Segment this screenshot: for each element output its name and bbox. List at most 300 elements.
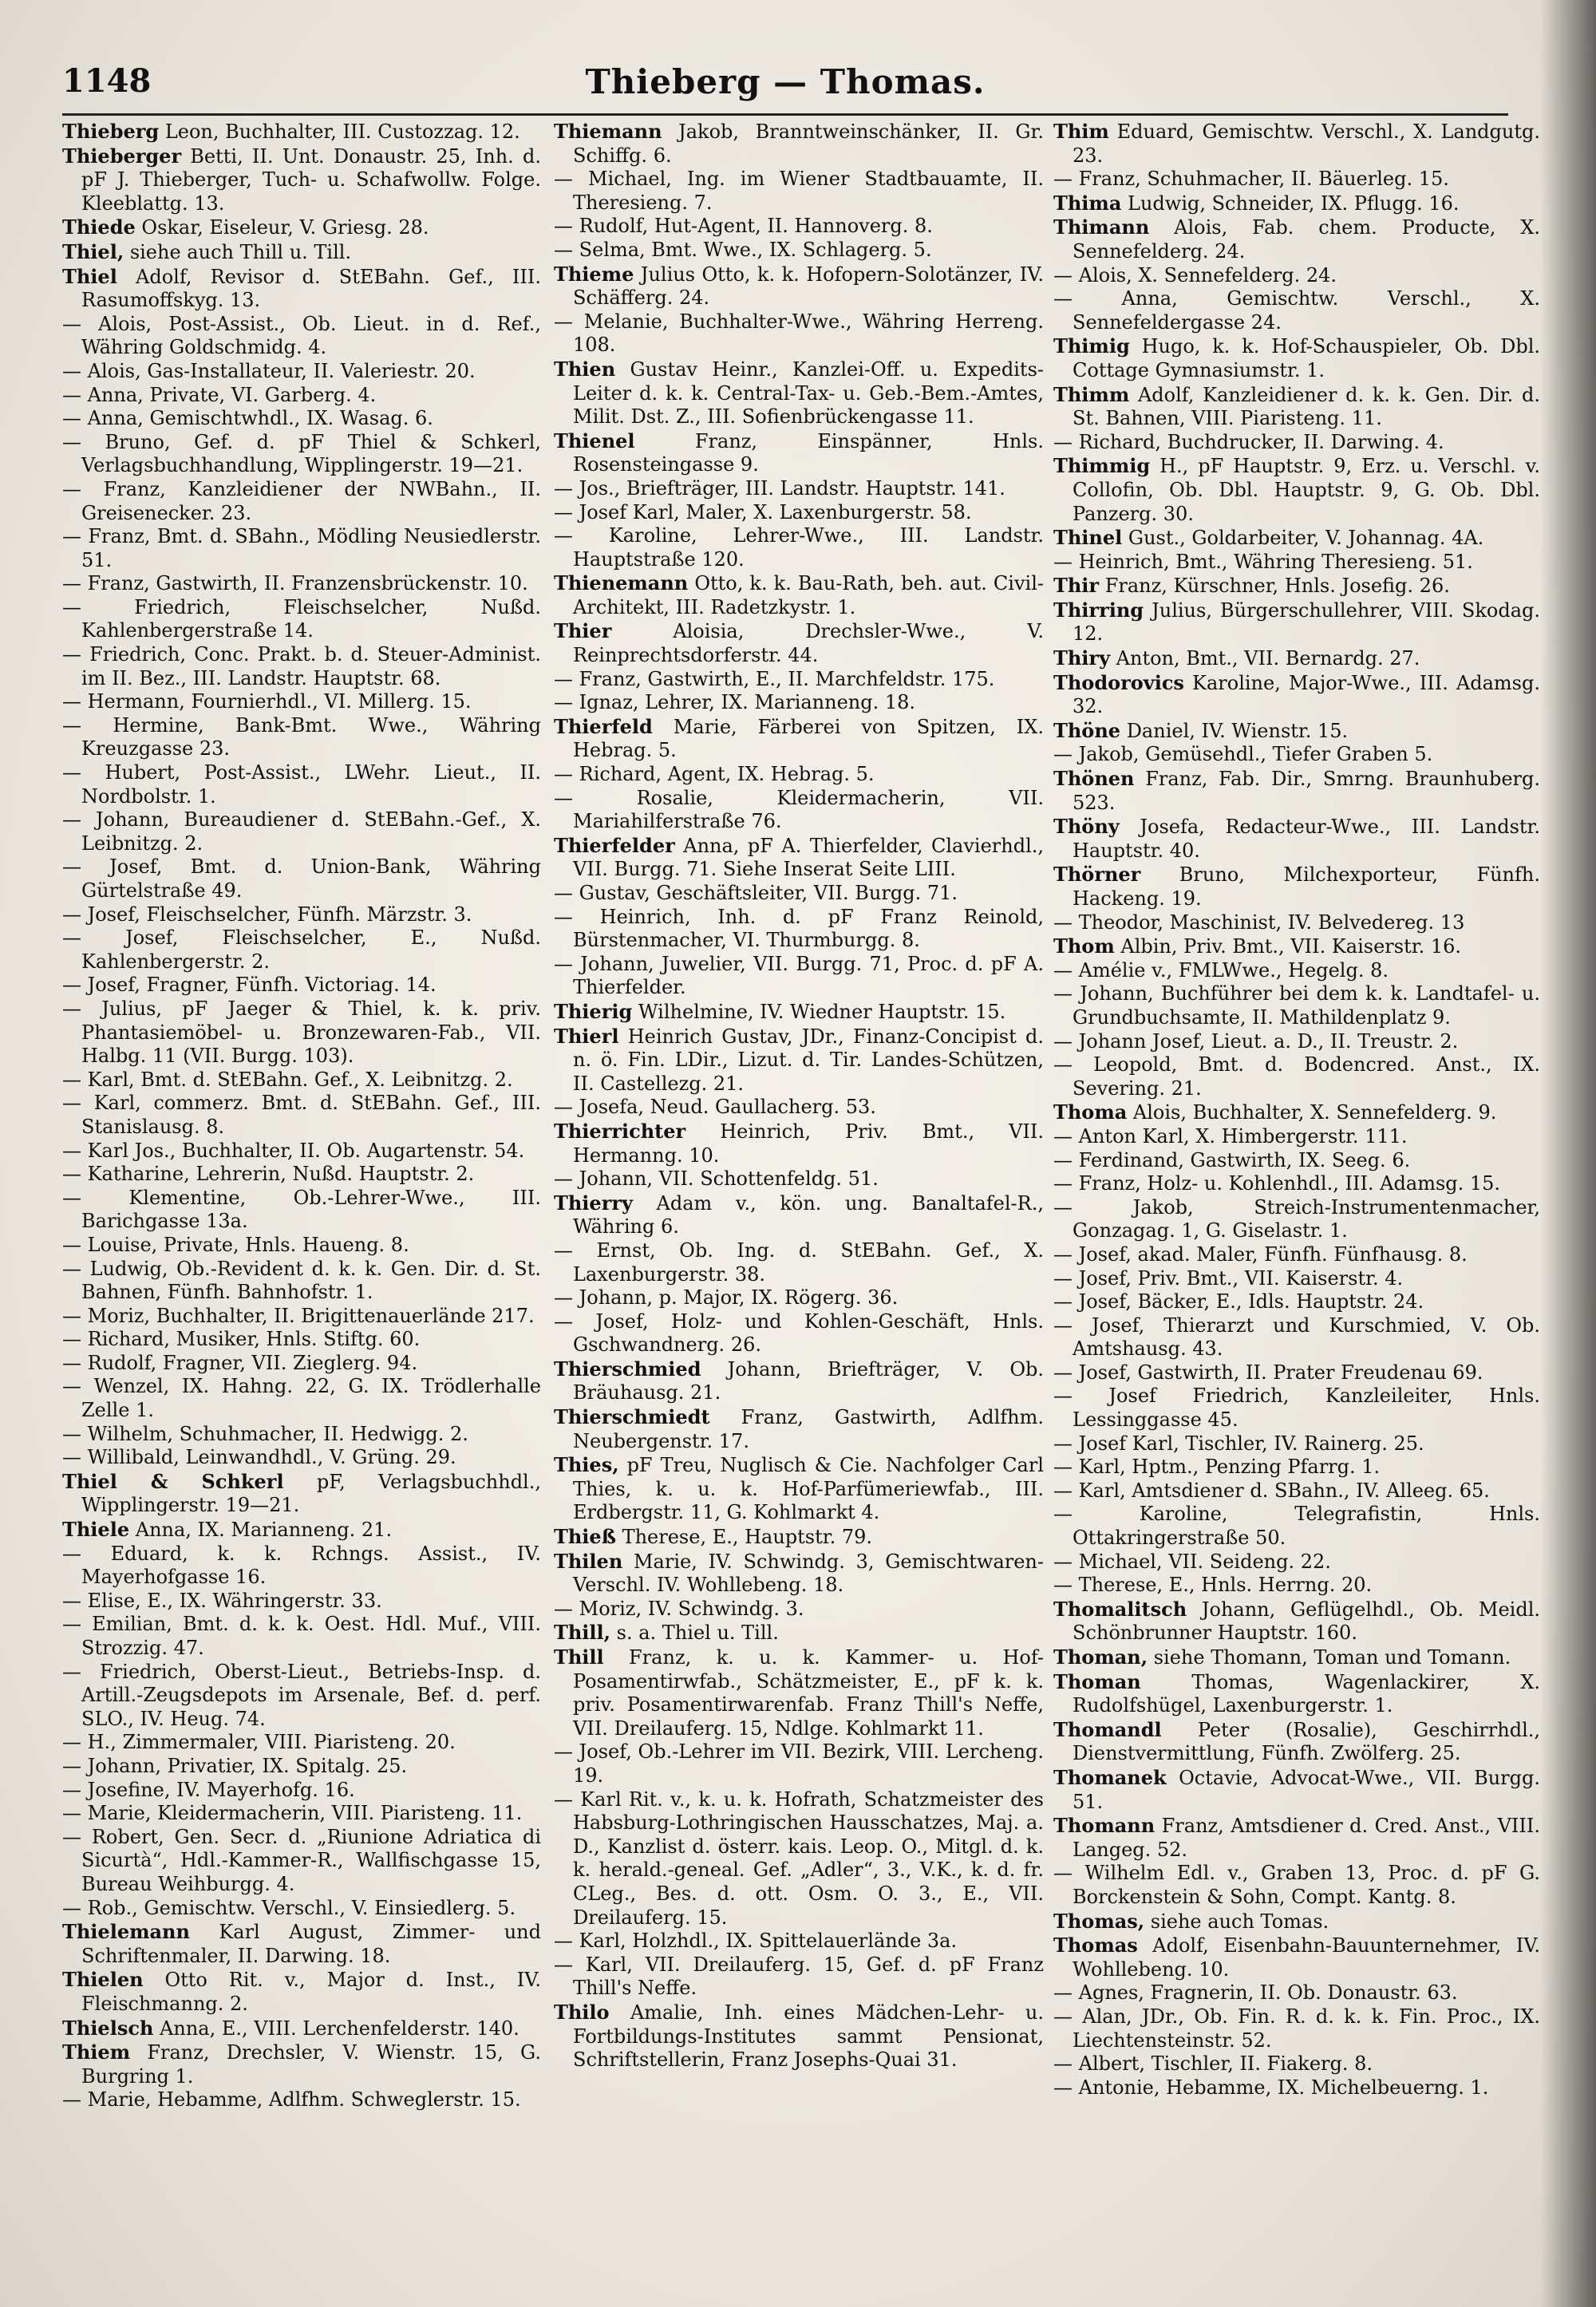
entry-details: — H., Zimmermaler, VIII. Piaristeng. 20. bbox=[62, 1731, 456, 1754]
entry-details: — Josef Karl, Maler, X. Laxenburgerstr. 58. bbox=[554, 500, 972, 523]
entry-details: Adolf, Revisor d. StEBahn. Gef., III. Rasumoffskyg. 13. bbox=[81, 265, 541, 312]
entry-details: siehe auch Thill u. Till. bbox=[129, 240, 352, 263]
entry-surname: Thiel & Schkerl bbox=[62, 1469, 284, 1493]
directory-entry bbox=[1053, 1267, 1540, 1291]
entry-details: — Michael, Ing. im Wiener Stadtbauamte, II. Theresieng. 7. bbox=[554, 168, 1044, 214]
directory-entry bbox=[62, 265, 541, 313]
entry-details: Franz, Drechsler, V. Wienstr. 15, G. Burgring 1. bbox=[81, 2041, 541, 2088]
entry-surname: Thielsch bbox=[62, 2016, 154, 2040]
directory-entry bbox=[1053, 551, 1540, 575]
entry-surname: Thill bbox=[554, 1645, 604, 1669]
entry-details: — Karl, VII. Dreilauferg. 15, Gef. d. pF Franz Thill's Neffe. bbox=[554, 1953, 1044, 2000]
entry-details: pF, Verlagsbuchhdl., Wipplingerstr. 19—21. bbox=[81, 1470, 541, 1517]
entry-details: — Wenzel, IX. Hahng. 22, G. IX. Trödlerhalle Zelle 1. bbox=[62, 1375, 541, 1422]
directory-entry bbox=[554, 668, 1044, 692]
entry-surname: Thiede bbox=[62, 215, 136, 239]
entry-details: — Klementine, Ob.-Lehrer-Wwe., III. Barichgasse 13a. bbox=[62, 1186, 541, 1233]
directory-entry bbox=[554, 429, 1044, 477]
entry-details: — Hermann, Fournierhdl., VI. Millerg. 15. bbox=[62, 690, 472, 713]
directory-entry bbox=[1053, 215, 1540, 263]
entry-details: — Emilian, Bmt. d. k. k. Oest. Hdl. Muf., VIII. Strozzig. 47. bbox=[62, 1613, 541, 1659]
entry-details: — Alois, X. Sennefelderg. 24. bbox=[1053, 263, 1337, 286]
entry-details: — Josef Friedrich, Kanzleileiter, Hnls. Lessinggasse 45. bbox=[1053, 1385, 1540, 1432]
entry-details: Josefa, Redacteur-Wwe., III. Landstr. Hauptstr. 40. bbox=[1073, 816, 1540, 862]
entry-surname: Thodorovics bbox=[1053, 670, 1184, 694]
entry-surname: Thieberg bbox=[62, 120, 160, 143]
entry-details: — Ernst, Ob. Ing. d. StEBahn. Gef., X. Laxenburgerstr. 38. bbox=[554, 1238, 1044, 1286]
directory-entry bbox=[1053, 671, 1540, 719]
entry-details: Julius, Bürgerschullehrer, VIII. Skodag. 12. bbox=[1073, 598, 1540, 646]
entry-details: Eduard, Gemischtw. Verschl., X. Landgutg. 23. bbox=[1073, 120, 1540, 167]
directory-entry bbox=[554, 1310, 1044, 1357]
entry-details: Franz, Fab. Dir., Smrng. Braunhuberg. 523. bbox=[1073, 768, 1540, 814]
directory-entry bbox=[554, 715, 1044, 763]
entry-details: Franz, k. u. k. Kammer- u. Hof-Posamentirwfab., Schätzmeister, E., pF k. k. priv. Posamentirwarenfab. Franz Thill's Neffe, VII. Dreilauferg. 15, Ndlge. Kohlmarkt 11. bbox=[573, 1646, 1044, 1740]
directory-entry bbox=[554, 882, 1044, 906]
entry-details: — Josef, Thierarzt und Kurschmied, V. Ob. Amtshausg. 43. bbox=[1053, 1313, 1540, 1361]
entry-details: — Ludwig, Ob.-Revident d. k. k. Gen. Dir. d. St. Bahnen, Fünfh. Bahnhofstr. 1. bbox=[62, 1257, 541, 1304]
entry-details: Anna, IX. Marianneng. 21. bbox=[135, 1519, 393, 1542]
entry-surname: Thierry bbox=[554, 1191, 633, 1215]
entry-details: Jakob, Branntweinschänker, II. Gr. Schiffg. 6. bbox=[573, 120, 1044, 167]
entry-surname: Thiel bbox=[62, 264, 117, 288]
entry-surname: Thierl bbox=[554, 1024, 619, 1048]
entry-details: Anna, E., VIII. Lerchenfelderstr. 140. bbox=[160, 2017, 519, 2040]
directory-entry bbox=[62, 1187, 541, 1234]
entry-details: — Anna, Private, VI. Garberg. 4. bbox=[62, 383, 377, 406]
entry-details: Ludwig, Schneider, IX. Pflugg. 16. bbox=[1128, 192, 1460, 215]
entry-details: Bruno, Milchexporteur, Fünfh. Hackeng. 19. bbox=[1073, 863, 1540, 910]
entry-details: Otto, k. k. Bau-Rath, beh. aut. Civil-Architekt, III. Radetzkystr. 1. bbox=[573, 572, 1044, 618]
entry-details: Franz, Amtsdiener d. Cred. Anst., VIII. Langeg. 52. bbox=[1073, 1815, 1540, 1861]
directory-entry bbox=[554, 1645, 1044, 1740]
entry-surname: Thierfelder bbox=[554, 833, 675, 857]
directory-entry bbox=[554, 1740, 1044, 1788]
entry-details: — Karl, commerz. Bmt. d. StEBahn. Gef., III. Stanislausg. 8. bbox=[62, 1092, 541, 1138]
directory-entry bbox=[62, 1731, 541, 1755]
entry-surname: Thieß bbox=[554, 1525, 616, 1549]
entry-surname: Thierschmied bbox=[554, 1357, 701, 1381]
directory-entry bbox=[1053, 1910, 1540, 1934]
entry-details: — Franz, Schuhmacher, II. Bäuerleg. 15. bbox=[1053, 168, 1449, 191]
entry-details: — Friedrich, Oberst-Lieut., Betriebs-Insp. d. Artill.-Zeugsdepots im Arsenale, Bef. d. perf. SLO., IV. Heug. 74. bbox=[62, 1660, 541, 1730]
entry-details: Albin, Priv. Bmt., VII. Kaiserstr. 16. bbox=[1120, 935, 1461, 958]
directory-entry bbox=[554, 501, 1044, 525]
entry-surname: Thiem bbox=[62, 2040, 131, 2064]
entry-surname: Thierfeld bbox=[554, 714, 653, 738]
directory-entry bbox=[62, 313, 541, 360]
entry-details: Marie, IV. Schwindg. 3, Gemischtwaren-Verschl. IV. Wohllebeng. 18. bbox=[573, 1550, 1044, 1597]
entry-details: Adolf, Kanzleidiener d. k. k. Gen. Dir. d. St. Bahnen, VIII. Piaristeng. 11. bbox=[1073, 383, 1540, 430]
entry-details: — Amélie v., FMLWwe., Hegelg. 8. bbox=[1053, 958, 1389, 982]
directory-entry bbox=[554, 524, 1044, 571]
entry-details: Peter (Rosalie), Geschirrhdl., Dienstvermittlung, Fünfh. Zwölferg. 25. bbox=[1073, 1718, 1540, 1765]
directory-entry bbox=[62, 1897, 541, 1921]
entry-details: — Agnes, Fragnerin, II. Ob. Donaustr. 63. bbox=[1053, 1981, 1458, 2005]
entry-details: Gust., Goldarbeiter, V. Johannag. 4A. bbox=[1128, 527, 1484, 550]
entry-surname: Thill, bbox=[554, 1621, 611, 1645]
header-rule bbox=[62, 113, 1508, 116]
entry-surname: Thierschmiedt bbox=[554, 1405, 710, 1429]
directory-entry bbox=[1053, 454, 1540, 526]
entry-details: — Anna, Gemischtwhdl., IX. Wasag. 6. bbox=[62, 407, 433, 430]
directory-entry bbox=[1053, 598, 1540, 646]
entry-surname: Thom bbox=[1053, 934, 1115, 958]
directory-entry bbox=[62, 1234, 541, 1258]
directory-entry bbox=[62, 761, 541, 808]
entry-details: — Josef Karl, Tischler, IV. Rainerg. 25. bbox=[1053, 1432, 1424, 1455]
entry-details: — Gustav, Geschäftsleiter, VII. Burgg. 71. bbox=[554, 882, 958, 904]
entry-details: — Josef, Bmt. d. Union-Bank, Währing Gürtelstraße 49. bbox=[62, 855, 541, 902]
directory-entry bbox=[1053, 287, 1540, 334]
entry-details: — Josef, Ob.-Lehrer im VII. Bezirk, VIII. Lercheng. 19. bbox=[554, 1740, 1044, 1787]
entry-details: — Elise, E., IX. Währingerstr. 33. bbox=[62, 1589, 382, 1612]
entry-details: — Franz, Gastwirth, II. Franzensbrückenstr. 10. bbox=[62, 572, 528, 595]
entry-details: — Anton Karl, X. Himbergerstr. 111. bbox=[1053, 1124, 1408, 1148]
directory-entry bbox=[1053, 1934, 1540, 1981]
directory-entry bbox=[1053, 767, 1540, 815]
entry-surname: Thies, bbox=[554, 1453, 619, 1477]
entry-surname: Thimm bbox=[1053, 382, 1130, 406]
entry-details: — Josef, Holz- und Kohlen-Geschäft, Hnls. Gschwandnerg. 26. bbox=[554, 1310, 1044, 1357]
column-2 bbox=[554, 120, 1044, 2274]
entry-details: — Jos., Briefträger, III. Landstr. Hauptstr. 141. bbox=[554, 476, 1005, 500]
entry-details: — Karl Jos., Buchhalter, II. Ob. Augartenstr. 54. bbox=[62, 1139, 525, 1162]
directory-entry bbox=[554, 1930, 1044, 1953]
entry-details: Otto Rit. v., Major d. Inst., IV. Fleischmanng. 2. bbox=[81, 1969, 541, 2015]
directory-entry bbox=[62, 1543, 541, 1590]
entry-details: — Heinrich, Bmt., Währing Theresieng. 51. bbox=[1053, 550, 1473, 573]
directory-entry bbox=[62, 690, 541, 714]
entry-details: — Josef, Bäcker, E., Idls. Hauptstr. 24. bbox=[1053, 1290, 1424, 1313]
entry-details: — Josef, Fleischselcher, Fünfh. Märzstr. 3. bbox=[62, 903, 472, 926]
directory-entry bbox=[1053, 1814, 1540, 1862]
entry-details: — Wilhelm Edl. v., Graben 13, Proc. d. pF G. Borckenstein & Sohn, Compt. Kantg. 8. bbox=[1053, 1862, 1540, 1908]
entry-surname: Thiry bbox=[1053, 646, 1111, 670]
directory-entry bbox=[62, 572, 541, 596]
entry-details: siehe Thomann, Toman und Tomann. bbox=[1153, 1646, 1511, 1669]
entry-details: — Marie, Kleidermacherin, VIII. Piaristeng. 11. bbox=[62, 1802, 523, 1825]
entry-details: Leon, Buchhalter, III. Custozzag. 12. bbox=[164, 120, 520, 143]
entry-details: Johann, Geflügelhdl., Ob. Meidl. Schönbrunner Hauptstr. 160. bbox=[1073, 1598, 1540, 1645]
entry-details: Alois, Buchhalter, X. Sennefelderg. 9. bbox=[1132, 1101, 1497, 1124]
entry-details: — Antonie, Hebamme, IX. Michelbeuerng. 1. bbox=[1053, 2076, 1489, 2099]
entry-details: — Heinrich, Inh. d. pF Franz Reinold, Bürstenmacher, VI. Thurmburgg. 8. bbox=[554, 905, 1044, 952]
entry-surname: Thöne bbox=[1053, 718, 1121, 742]
directory-entry bbox=[62, 1423, 541, 1447]
directory-entry bbox=[554, 619, 1044, 667]
directory-entry bbox=[554, 691, 1044, 715]
entry-details: Alois, Fab. chem. Producte, X. Sennefelderg. 24. bbox=[1073, 216, 1540, 263]
directory-entry bbox=[1053, 1670, 1540, 1718]
directory-entry bbox=[62, 808, 541, 855]
directory-entry bbox=[554, 168, 1044, 215]
entry-details: — Franz, Gastwirth, E., II. Marchfeldstr. 175. bbox=[554, 667, 995, 690]
entry-surname: Thomas, bbox=[1053, 1909, 1145, 1933]
entry-details: — Robert, Gen. Secr. d. „Riunione Adriatica di Sicurtà“, Hdl.-Kammer-R., Wallfischgasse 15, Bureau Weihburgg. 4. bbox=[62, 1825, 541, 1895]
entry-details: — Johann, p. Major, IX. Rögerg. 36. bbox=[554, 1286, 899, 1310]
entry-details: Heinrich, Priv. Bmt., VII. Hermanng. 10. bbox=[573, 1120, 1044, 1167]
directory-entry bbox=[1053, 1766, 1540, 1814]
entry-details: — Josefine, IV. Mayerhofg. 16. bbox=[62, 1778, 355, 1801]
directory-entry bbox=[1053, 1149, 1540, 1173]
directory-entry bbox=[62, 2040, 541, 2088]
directory-entry bbox=[554, 787, 1044, 834]
directory-entry bbox=[1053, 959, 1540, 983]
entry-details: Johann, Briefträger, V. Ob. Bräuhausg. 21. bbox=[573, 1357, 1044, 1404]
entry-details: — Friedrich, Conc. Prakt. b. d. Steuer-Administ. im II. Bez., III. Landstr. Hauptstr. 68. bbox=[62, 643, 541, 689]
directory-entry bbox=[62, 1968, 541, 2016]
directory-entry bbox=[1053, 1053, 1540, 1100]
directory-entry bbox=[1053, 1314, 1540, 1361]
directory-entry bbox=[1053, 1432, 1540, 1456]
entry-details: — Melanie, Buchhalter-Wwe., Währing Herreng. 108. bbox=[554, 310, 1044, 357]
entry-surname: Thielen bbox=[62, 1968, 144, 1992]
directory-entry bbox=[1053, 1479, 1540, 1503]
directory-entry bbox=[1053, 911, 1540, 935]
entry-details: — Johann Josef, Lieut. a. D., II. Treustr. 2. bbox=[1053, 1029, 1459, 1053]
entry-details: Anton, Bmt., VII. Bernardg. 27. bbox=[1116, 647, 1420, 670]
entry-surname: Thoman bbox=[1053, 1669, 1141, 1693]
directory-entry bbox=[62, 144, 541, 216]
entry-details: — Anna, Gemischtw. Verschl., X. Sennefeldergasse 24. bbox=[1053, 287, 1540, 334]
directory-entry bbox=[554, 2001, 1044, 2072]
entry-details: — Karl Rit. v., k. u. k. Hofrath, Schatzmeister des Habsburg-Lothringischen Hausschatzes, Maj. a. D., Kanzlist d. österr. kais. Leop. O., Mitgl. d. k. k. herald.-geneal. Gef. „Adler“, 3., V.K., k. d. fr. CLeg., Bes. d. ott. Osm. O. 3., E., VII. Dreilauferg. 15. bbox=[554, 1788, 1044, 1929]
entry-details: — Josef, Fragner, Fünfh. Victoriag. 14. bbox=[62, 974, 437, 997]
entry-surname: Thierig bbox=[554, 999, 633, 1023]
directory-entry bbox=[1053, 192, 1540, 216]
entry-details: — Alois, Gas-Installateur, II. Valeriestr. 20. bbox=[62, 359, 476, 382]
entry-details: — Josef, Fleischselcher, E., Nußd. Kahlenbergerstr. 2. bbox=[62, 926, 541, 973]
directory-entry bbox=[62, 1826, 541, 1897]
directory-entry bbox=[1053, 2076, 1540, 2100]
entry-details: H., pF Hauptstr. 9, Erz. u. Verschl. v. Collofin, Ob. Dbl. Hauptstr. 9, G. Ob. Dbl. Panzerg. 30. bbox=[1073, 455, 1540, 525]
running-head: Thieberg — Thomas. bbox=[585, 62, 986, 101]
entry-details: — Moriz, IV. Schwindg. 3. bbox=[554, 1597, 804, 1620]
entry-surname: Thomas bbox=[1053, 1934, 1138, 1957]
entry-details: — Alois, Post-Assist., Ob. Lieut. in d. Ref., Währing Goldschmidg. 4. bbox=[62, 312, 541, 359]
entry-details: — Josef, akad. Maler, Fünfh. Fünfhausg. 8. bbox=[1053, 1242, 1468, 1266]
entry-details: Aloisia, Drechsler-Wwe., V. Reinprechtsdorferstr. 44. bbox=[573, 620, 1044, 667]
entry-surname: Thierrichter bbox=[554, 1119, 686, 1143]
entry-details: — Eduard, k. k. Rchngs. Assist., IV. Mayerhofgasse 16. bbox=[62, 1542, 541, 1589]
entry-surname: Thoman, bbox=[1053, 1645, 1148, 1669]
directory-entry bbox=[1053, 1030, 1540, 1054]
directory-entry bbox=[1053, 1243, 1540, 1267]
directory-entry bbox=[1053, 120, 1540, 168]
directory-entry bbox=[554, 1286, 1044, 1310]
directory-entry bbox=[554, 215, 1044, 239]
entry-details: Oskar, Eiseleur, V. Griesg. 28. bbox=[141, 216, 429, 239]
directory-entry bbox=[1053, 1981, 1540, 2005]
directory-entry bbox=[1053, 815, 1540, 863]
entry-details: — Wilhelm, Schuhmacher, II. Hedwigg. 2. bbox=[62, 1422, 468, 1445]
directory-entry bbox=[1053, 526, 1540, 551]
directory-entry bbox=[62, 1613, 541, 1660]
entry-details: Gustav Heinr., Kanzlei-Off. u. Expedits-Leiter d. k. k. Central-Tax- u. Geb.-Bem.-Amtes, Milit. Dst. Z., III. Sofienbrückengasse 11. bbox=[573, 358, 1044, 429]
directory-entry bbox=[62, 997, 541, 1069]
directory-entry bbox=[1053, 168, 1540, 192]
entry-details: pF Treu, Nuglisch & Cie. Nachfolger Carl Thies, k. u. k. Hof-Parfümeriewfab., III. Erdbergstr. 11, G. Kohlmarkt 4. bbox=[573, 1454, 1044, 1524]
entry-details: — Josefa, Neud. Gaullacherg. 53. bbox=[554, 1096, 876, 1119]
entry-surname: Thier bbox=[554, 619, 612, 643]
entry-surname: Thim bbox=[1053, 120, 1109, 143]
directory-entry bbox=[1053, 2052, 1540, 2076]
entry-details: — Hermine, Bank-Bmt. Wwe., Währing Kreuzgasse 23. bbox=[62, 713, 541, 760]
entry-details: — Rob., Gemischtw. Verschl., V. Einsiedlerg. 5. bbox=[62, 1896, 516, 1919]
entry-details: — Rudolf, Fragner, VII. Zieglerg. 94. bbox=[62, 1351, 418, 1374]
directory-entry bbox=[62, 1375, 541, 1422]
directory-entry bbox=[62, 1518, 541, 1543]
directory-entry bbox=[1053, 383, 1540, 431]
entry-details: Octavie, Advocat-Wwe., VII. Burgg. 51. bbox=[1073, 1766, 1540, 1813]
entry-details: Therese, E., Hauptstr. 79. bbox=[622, 1526, 873, 1549]
directory-entry bbox=[554, 1000, 1044, 1025]
entry-surname: Thielemann bbox=[62, 1920, 190, 1944]
entry-details: — Bruno, Gef. d. pF Thiel & Schkerl, Verlagsbuchhandlung, Wipplingerstr. 19—21. bbox=[62, 430, 541, 477]
entry-surname: Thomann bbox=[1053, 1814, 1156, 1838]
directory-entry bbox=[554, 1025, 1044, 1096]
entry-details: Daniel, IV. Wienstr. 15. bbox=[1126, 719, 1349, 742]
entry-details: — Johann, Privatier, IX. Spitalg. 25. bbox=[62, 1754, 408, 1777]
directory-entry bbox=[1053, 719, 1540, 744]
directory-entry bbox=[1053, 1196, 1540, 1243]
directory-entry bbox=[554, 1120, 1044, 1167]
directory-entry bbox=[62, 120, 541, 144]
directory-entry bbox=[62, 1163, 541, 1187]
directory-entry bbox=[1053, 1100, 1540, 1125]
entry-details: — Leopold, Bmt. d. Bodencred. Anst., IX. Severing. 21. bbox=[1053, 1053, 1540, 1100]
entry-details: — Ferdinand, Gastwirth, IX. Seeg. 6. bbox=[1053, 1148, 1411, 1171]
entry-details: — Richard, Agent, IX. Hebrag. 5. bbox=[554, 763, 875, 786]
directory-entry bbox=[554, 1598, 1044, 1622]
entry-details: — Franz, Kanzleidiener der NWBahn., II. Greisenecker. 23. bbox=[62, 477, 541, 524]
directory-entry bbox=[554, 1096, 1044, 1120]
entry-surname: Thienel bbox=[554, 429, 635, 452]
entry-details: — Michael, VII. Seideng. 22. bbox=[1053, 1550, 1331, 1573]
directory-entry bbox=[62, 1446, 541, 1470]
directory-entry bbox=[1053, 863, 1540, 911]
entry-details: — Selma, Bmt. Wwe., IX. Schlagerg. 5. bbox=[554, 238, 932, 261]
directory-entry bbox=[1053, 934, 1540, 959]
entry-surname: Thöny bbox=[1053, 815, 1120, 839]
directory-entry bbox=[554, 263, 1044, 310]
directory-entry bbox=[1053, 1574, 1540, 1598]
entry-surname: Thomalitsch bbox=[1053, 1597, 1187, 1621]
directory-entry bbox=[1053, 1598, 1540, 1645]
directory-entry bbox=[1053, 1290, 1540, 1314]
entry-details: s. a. Thiel u. Till. bbox=[616, 1622, 779, 1645]
directory-entry bbox=[554, 1191, 1044, 1239]
directory-entry bbox=[62, 1590, 541, 1614]
entry-details: — Jakob, Gemüsehdl., Tiefer Graben 5. bbox=[1053, 743, 1433, 766]
entry-details: — Karoline, Lehrer-Wwe., III. Landstr. Hauptstraße 120. bbox=[554, 524, 1044, 571]
entry-details: — Richard, Buchdrucker, II. Darwing. 4. bbox=[1053, 430, 1444, 453]
entry-surname: Thoma bbox=[1053, 1100, 1128, 1124]
entry-details: — Richard, Musiker, Hnls. Stiftg. 60. bbox=[62, 1328, 421, 1351]
directory-entry bbox=[1053, 1172, 1540, 1196]
entry-surname: Thienemann bbox=[554, 571, 689, 595]
entry-details: Thomas, Wagenlackirer, X. Rudolfshügel, Laxenburgerstr. 1. bbox=[1073, 1670, 1540, 1717]
directory-entry bbox=[62, 643, 541, 690]
directory-entry bbox=[554, 1621, 1044, 1645]
directory-entry bbox=[554, 1405, 1044, 1453]
directory-entry bbox=[62, 407, 541, 431]
entry-details: — Friedrich, Fleischselcher, Nußd. Kahlenbergerstraße 14. bbox=[62, 595, 541, 642]
entry-details: — Karl, Amtsdiener d. SBahn., IV. Alleeg. 65. bbox=[1053, 1479, 1490, 1502]
entry-surname: Thinel bbox=[1053, 526, 1123, 550]
entry-details: — Karl, Bmt. d. StEBahn. Gef., X. Leibnitzg. 2. bbox=[62, 1068, 513, 1091]
column-3 bbox=[1053, 120, 1540, 2274]
entry-details: — Johann, Juwelier, VII. Burgg. 71, Proc. d. pF A. Thierfelder. bbox=[554, 952, 1044, 999]
entry-details: — Karoline, Telegrafistin, Hnls. Ottakringerstraße 50. bbox=[1053, 1503, 1540, 1550]
entry-details: — Louise, Private, Hnls. Haueng. 8. bbox=[62, 1233, 409, 1256]
directory-entry bbox=[62, 855, 541, 903]
directory-entry bbox=[554, 477, 1044, 501]
entry-details: — Willibald, Leinwandhdl., V. Grüng. 29. bbox=[62, 1446, 456, 1469]
directory-entry bbox=[1053, 743, 1540, 767]
directory-entry bbox=[62, 478, 541, 525]
entry-surname: Thima bbox=[1053, 191, 1122, 215]
entry-details: — Rosalie, Kleidermacherin, VII. Mariahilferstraße 76. bbox=[554, 786, 1044, 833]
entry-details: — Franz, Bmt. d. SBahn., Mödling Neusiedlerstr. 51. bbox=[62, 525, 541, 571]
page-number: 1148 bbox=[62, 62, 152, 100]
directory-entry bbox=[62, 215, 541, 240]
entry-surname: Thönen bbox=[1053, 767, 1135, 791]
directory-entry bbox=[1053, 2005, 1540, 2052]
entry-surname: Thieme bbox=[554, 262, 634, 286]
entry-details: Franz, Gastwirth, Adlfhm. Neubergenstr. 17. bbox=[573, 1406, 1044, 1452]
entry-surname: Thiele bbox=[62, 1518, 130, 1542]
entry-details: siehe auch Tomas. bbox=[1150, 1910, 1329, 1933]
directory-entry bbox=[62, 240, 541, 265]
directory-entry bbox=[1053, 1385, 1540, 1432]
entry-details: — Theodor, Maschinist, IV. Belvedereg. 13 bbox=[1053, 911, 1465, 934]
entry-details: Betti, II. Unt. Donaustr. 25, Inh. d. pF J. Thieberger, Tuch- u. Schafwollw. Folge. Kleeblattg. 13. bbox=[81, 144, 541, 215]
directory-entry bbox=[62, 1328, 541, 1352]
entry-surname: Thien bbox=[554, 357, 616, 381]
directory-entry bbox=[62, 903, 541, 927]
directory-entry bbox=[554, 310, 1044, 358]
directory-entry bbox=[554, 763, 1044, 787]
entry-details: — Karl, Hptm., Penzing Pfarrg. 1. bbox=[1053, 1456, 1381, 1479]
directory-entry bbox=[62, 1470, 541, 1518]
directory-entry bbox=[62, 1920, 541, 1968]
directory-entry bbox=[62, 1069, 541, 1092]
entry-details: — Julius, pF Jaeger & Thiel, k. k. priv. Phantasiemöbel- u. Bronzewaren-Fab., VII. Halbg. 11 (VII. Burgg. 103). bbox=[62, 997, 541, 1068]
entry-details: — Josef, Gastwirth, II. Prater Freudenau 69. bbox=[1053, 1361, 1483, 1384]
entry-surname: Thiel, bbox=[62, 239, 124, 263]
directory-entry bbox=[62, 1755, 541, 1779]
directory-entry bbox=[62, 384, 541, 408]
entry-details: — Moriz, Buchhalter, II. Brigittenauerlände 217. bbox=[62, 1304, 535, 1327]
entry-details: Wilhelmine, IV. Wiedner Hauptstr. 15. bbox=[638, 1000, 1006, 1023]
directory-entry bbox=[1053, 1718, 1540, 1766]
directory-entry bbox=[554, 120, 1044, 168]
entry-details: — Johann, Buchführer bei dem k. k. Landtafel- u. Grundbuchsamte, II. Mathildenplatz 9. bbox=[1053, 982, 1540, 1029]
directory-entry bbox=[62, 2088, 541, 2112]
entry-details: Adam v., kön. ung. Banaltafel-R., Währing 6. bbox=[573, 1191, 1044, 1238]
entry-details: — Katharine, Lehrerin, Nußd. Hauptstr. 2. bbox=[62, 1163, 475, 1186]
entry-details: Adolf, Eisenbahn-Bauunternehmer, IV. Wohllebeng. 10. bbox=[1073, 1934, 1540, 1981]
entry-surname: Thimann bbox=[1053, 215, 1150, 239]
directory-entry bbox=[554, 1453, 1044, 1525]
directory-entry bbox=[554, 1550, 1044, 1598]
directory-entry bbox=[554, 953, 1044, 1000]
directory-entry bbox=[554, 1239, 1044, 1286]
directory-entry bbox=[554, 239, 1044, 263]
entry-details: Amalie, Inh. eines Mädchen-Lehr- u. Fortbildungs-Institutes sammt Pensionat, Schriftstellerin, Franz Josephs-Quai 31. bbox=[573, 2001, 1044, 2072]
